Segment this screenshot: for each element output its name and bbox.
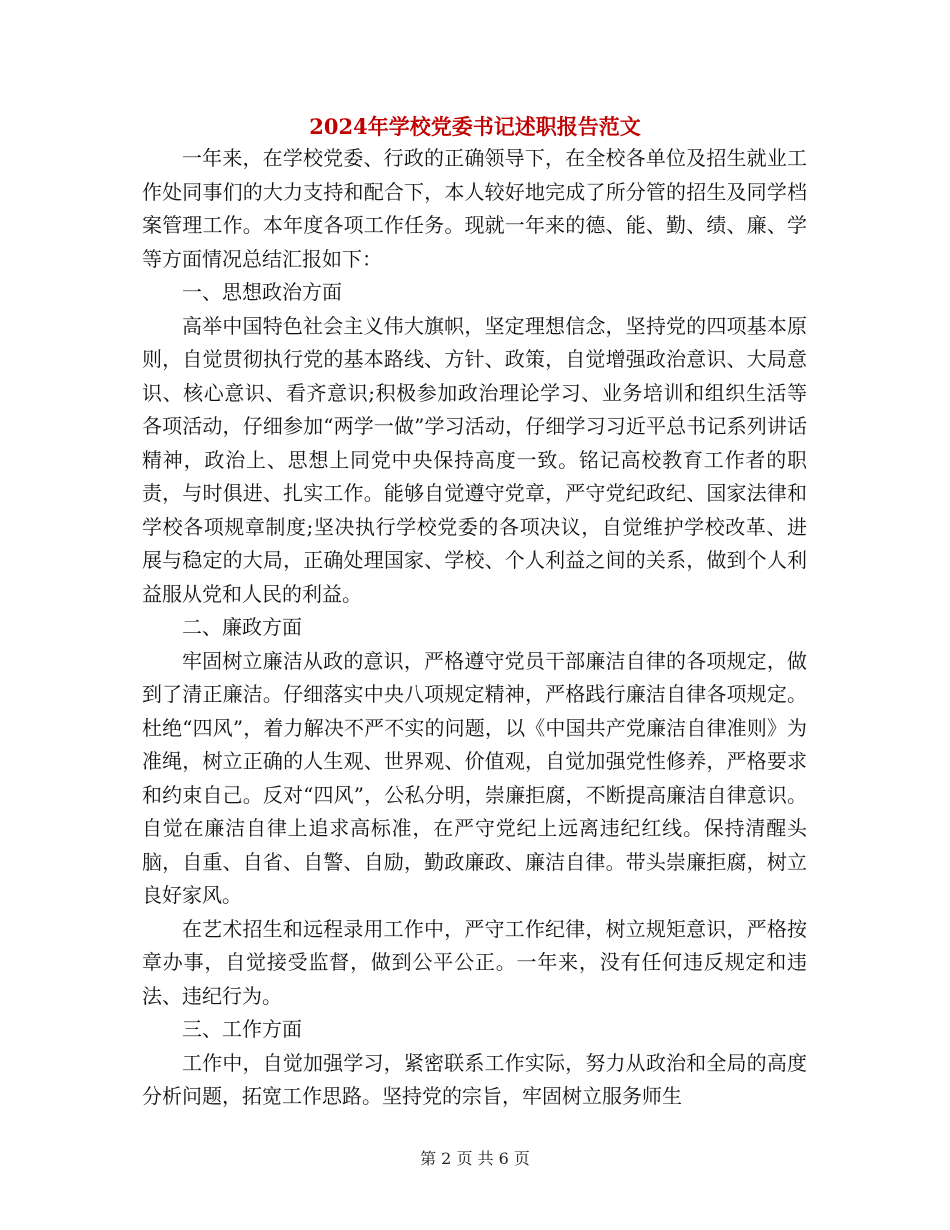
ideology-paragraph: 高举中国特色社会主义伟大旗帜，坚定理想信念，坚持党的四项基本原则，自觉贯彻执行党的基本路线、方针、政策，自觉增强政治意识、大局意识、核心意识、看齐意识;积极参加政治理论学习、业务培训和组织生活等各项活动，仔细参加“两学一做”学习活动，仔细学习习近平总书记系列讲话精神，政治上、思想上同党中央保持高度一致。铭记高校教育工作者的职责，与时俱进、扎实工作。能够自觉遵守党章，严守党纪政纪、国家法律和学校各项规章制度;坚决执行学校党委的各项决议，自觉维护学校改革、进展与稳定的大局，正确处理国家、学校、个人利益之间的关系，做到个人利益服从党和人民的利益。 — [142, 313, 807, 606]
document-title: 2024年学校党委书记述职报告范文 — [309, 114, 641, 139]
section-heading-work: 三、工作方面 — [182, 1017, 302, 1041]
document-body — [142, 142, 807, 1114]
section-heading-ideology: 一、思想政治方面 — [182, 280, 342, 304]
section-heading-integrity: 二、廉政方面 — [182, 615, 302, 639]
work-paragraph: 工作中，自觉加强学习，紧密联系工作实际，努力从政治和全局的高度分析问题，拓宽工作思路。坚持党的宗旨，牢固树立服务师生 — [142, 1050, 807, 1108]
intro-paragraph: 一年来，在学校党委、行政的正确领导下，在全校各单位及招生就业工作处同事们的大力支持和配合下，本人较好地完成了所分管的招生及同学档案管理工作。本年度各项工作任务。现就一年来的德、能、勤、绩、廉、学等方面情况总结汇报如下： — [142, 146, 807, 271]
integrity-paragraph: 牢固树立廉洁从政的意识，严格遵守党员干部廉洁自律的各项规定，做到了清正廉洁。仔细落实中央八项规定精神，严格践行廉洁自律各项规定。杜绝“四风”，着力解决不严不实的问题，以《中国共产党廉洁自律准则》为准绳，树立正确的人生观、世界观、价值观，自觉加强党性修养，严格要求和约束自己。反对“四风”，公私分明，崇廉拒腐，不断提高廉洁自律意识。自觉在廉洁自律上追求高标准，在严守党纪上远离违纪红线。保持清醒头脑，自重、自省、自警、自励，勤政廉政、廉洁自律。带头崇廉拒腐，树立良好家风。 — [142, 648, 807, 907]
admissions-paragraph: 在艺术招生和远程录用工作中，严守工作纪律，树立规矩意识，严格按章办事，自觉接受监督，做到公平公正。一年来，没有任何违反规定和违法、违纪行为。 — [142, 916, 807, 1008]
page-number-footer: 第 2 页 共 6 页 — [420, 1149, 530, 1168]
